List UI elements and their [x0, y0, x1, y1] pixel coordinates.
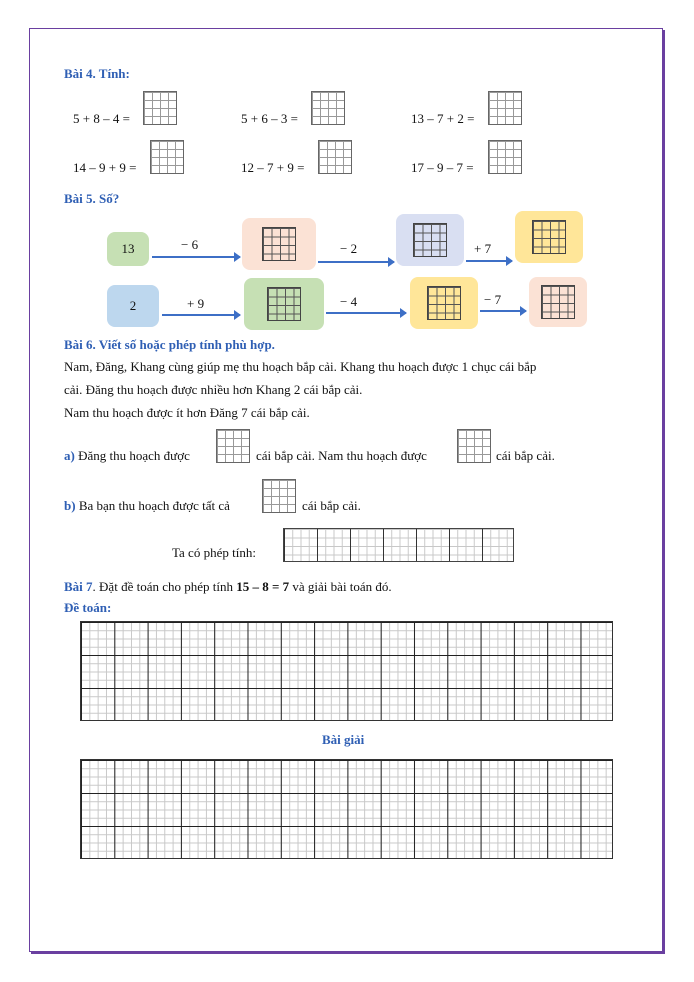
answer-cell[interactable] [216, 429, 250, 463]
bai4-exercise-5: 12 – 7 + 9 = [241, 160, 305, 175]
answer-box[interactable] [244, 278, 324, 330]
bai7-title-bold: Bài 7 [64, 579, 93, 594]
bai6-paragraph-line2: cải. Đăng thu hoạch được nhiều hơn Khang 2 cái bắp cải. [64, 382, 363, 397]
bai6-part-b [64, 498, 230, 514]
answer-grid[interactable] [532, 220, 566, 254]
operation-label: − 7 [484, 292, 502, 307]
answer-cell[interactable] [488, 91, 522, 125]
answer-box[interactable] [529, 277, 587, 327]
bai7-expression: 15 – 8 = 7 [236, 579, 290, 594]
calc-label: Ta có phép tính: [172, 545, 256, 560]
part-a-text2: cái bắp cải. Nam thu hoạch được [256, 448, 427, 463]
answer-grid[interactable] [267, 287, 301, 321]
arrow [318, 261, 394, 263]
de-toan-label: Đề toán: [64, 600, 112, 615]
bai6-paragraph-line1: Nam, Đăng, Khang cùng giúp mẹ thu hoạch bắp cải. Khang thu hoạch được 1 chục cái bắp [64, 359, 537, 374]
bai4-exercise-2: 5 + 6 – 3 = [241, 111, 298, 126]
bai4-exercise-3: 13 – 7 + 2 = [411, 111, 475, 126]
bai4-exercise-6: 17 – 9 – 7 = [411, 160, 474, 175]
start-number-box: 13 [107, 232, 149, 266]
operation-label: + 9 [187, 296, 205, 311]
arrow [152, 256, 240, 258]
part-b-label: b) [64, 498, 76, 513]
bai4-title: Bài 4. Tính: [64, 66, 130, 81]
bai-giai-heading: Bài giải [322, 732, 365, 747]
operation-label: + 7 [474, 241, 492, 256]
bai5-title: Bài 5. Số? [64, 191, 120, 206]
answer-grid[interactable] [427, 286, 461, 320]
answer-cell[interactable] [143, 91, 177, 125]
answer-cell[interactable] [150, 140, 184, 174]
answer-cell[interactable] [457, 429, 491, 463]
answer-cell[interactable] [262, 479, 296, 513]
bai4-exercise-1: 5 + 8 – 4 = [73, 111, 130, 126]
operation-label: − 4 [340, 294, 358, 309]
answer-box[interactable] [410, 277, 478, 329]
part-a-label: a) [64, 448, 75, 463]
operation-label: − 6 [181, 237, 199, 252]
operation-label: − 2 [340, 241, 358, 256]
part-b-text1: Ba bạn thu hoạch được tất cả [78, 498, 230, 513]
part-a-text3: cái bắp cải. [496, 448, 555, 463]
bai6-paragraph-line3: Nam thu hoạch được ít hơn Đăng 7 cái bắp cải. [64, 405, 310, 420]
answer-box[interactable] [396, 214, 464, 266]
part-a-text1: Đăng thu hoạch được [78, 448, 190, 463]
bai6-part-a [64, 448, 190, 464]
problem-writing-grid[interactable] [80, 621, 613, 721]
bai4-exercise-4: 14 – 9 + 9 = [73, 160, 137, 175]
bai7-title-end: và giải bài toán đó. [292, 579, 392, 594]
answer-cell[interactable] [318, 140, 352, 174]
answer-box[interactable] [242, 218, 316, 270]
answer-cell[interactable] [488, 140, 522, 174]
bai7-title-rest: . Đặt đề toán cho phép tính [92, 579, 233, 594]
arrow [326, 312, 406, 314]
arrow [480, 310, 526, 312]
arrow [466, 260, 512, 262]
part-b-text2: cái bắp cải. [302, 498, 361, 513]
start-number-box: 2 [107, 285, 159, 327]
solution-writing-grid[interactable] [80, 759, 613, 859]
answer-box[interactable] [515, 211, 583, 263]
bai6-title: Bài 6. Viết số hoặc phép tính phù hợp. [64, 337, 275, 352]
answer-grid[interactable] [413, 223, 447, 257]
answer-grid[interactable] [262, 227, 296, 261]
arrow [162, 314, 240, 316]
answer-cell[interactable] [311, 91, 345, 125]
bai7-title [64, 579, 392, 595]
answer-grid[interactable] [541, 285, 575, 319]
calculation-answer-row[interactable] [283, 528, 514, 562]
